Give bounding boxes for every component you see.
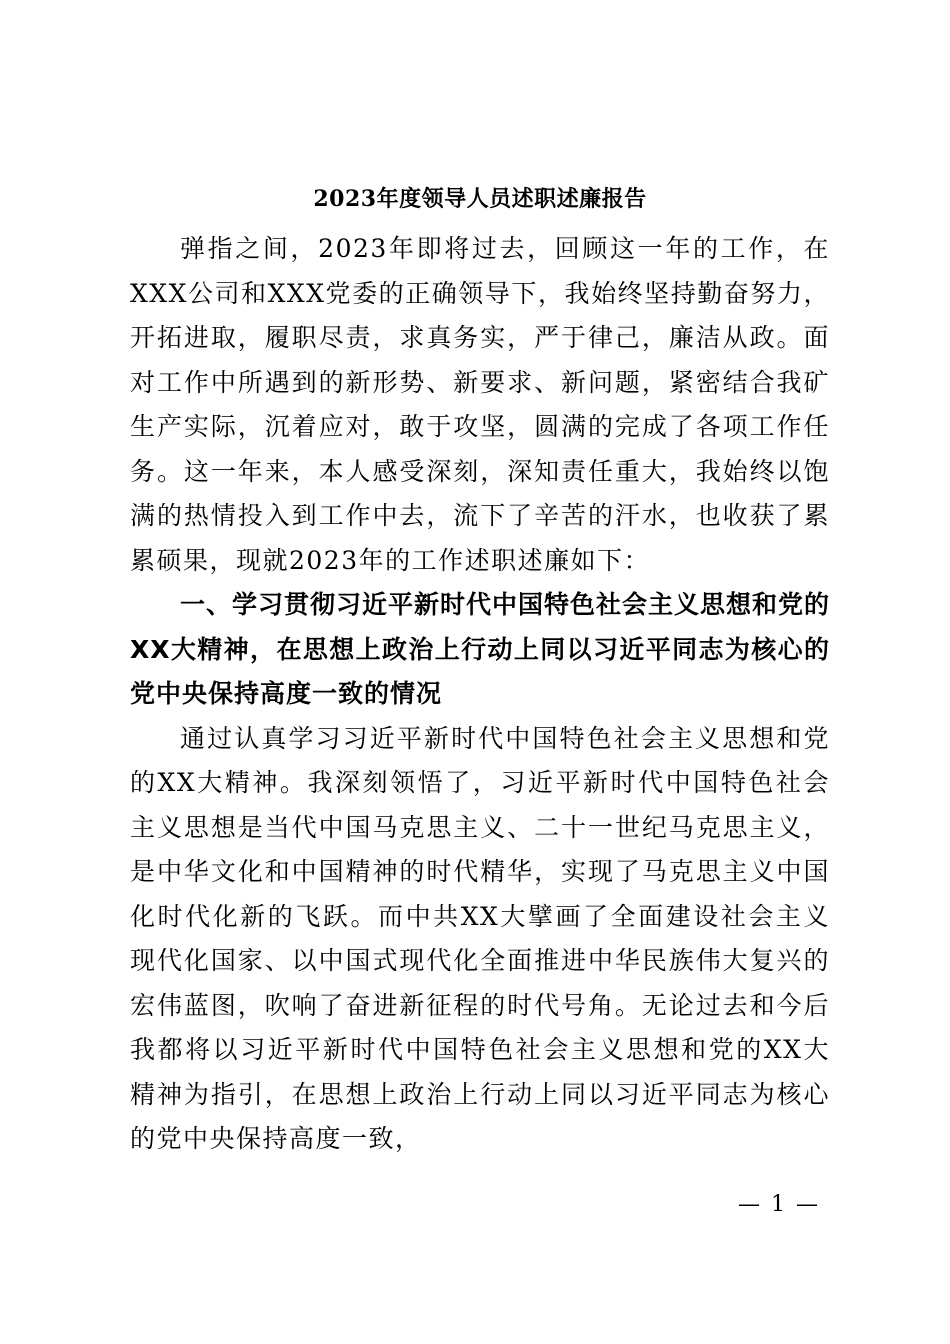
intro-paragraph: 弹指之间，2023年即将过去，回顾这一年的工作，在XXX公司和XXX党委的正确领导下，我始终坚持勤奋努力，开拓进取，履职尽责，求真务实，严于律己，廉洁从政。面对工作中所遇到的新形势、新要求、新问题，紧密结合我矿生产实际，沉着应对，敢于攻坚，圆满的完成了各项工作任务。这一年来，本人感受深刻，深知责任重大，我始终以饱满的热情投入到工作中去，流下了辛苦的汗水，也收获了累累硕果，现就2023年的工作述职述廉如下： xyxy=(130,234,830,575)
section-heading: 一、学习贯彻习近平新时代中国特色社会主义思想和党的XX大精神，在思想上政治上行动上同以习近平同志为核心的党中央保持高度一致的情况 xyxy=(130,590,831,708)
page-number: — 1 — xyxy=(738,1192,820,1217)
section-paragraph: 通过认真学习习近平新时代中国特色社会主义思想和党的XX大精神。我深刻领悟了，习近平新时代中国特色社会主义思想是当代中国马克思主义、二十一世纪马克思主义，是中华文化和中国精神的时代精华，实现了马克思主义中国化时代化新的飞跃。而中共XX大擘画了全面建设社会主义现代化国家、以中国式现代化全面推进中华民族伟大复兴的宏伟蓝图，吹响了奋进新征程的时代号角。无论过去和今后我都将以习近平新时代中国特色社会主义思想和党的XX大精神为指引，在思想上政治上行动上同以习近平同志为核心的党中央保持高度一致， xyxy=(130,723,830,1153)
document-body xyxy=(130,183,830,1162)
document-title: 2023年度领导人员述职述廉报告 xyxy=(313,186,647,212)
